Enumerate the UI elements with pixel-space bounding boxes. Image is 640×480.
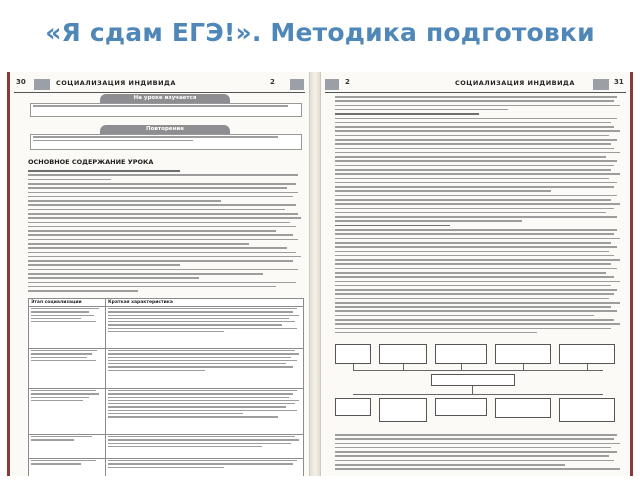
- diagram-connector: [403, 364, 404, 370]
- left-page: [10, 72, 310, 476]
- diagram-connector: [472, 386, 473, 394]
- right-bottom-text: [335, 434, 623, 474]
- learn-box: [30, 103, 302, 117]
- table-header-row: [29, 299, 304, 307]
- table-row: [29, 307, 304, 349]
- diagram-connector: [461, 364, 462, 370]
- diagram-node: [495, 344, 551, 364]
- right-page-number: 31: [614, 78, 624, 86]
- textbook-spread: [7, 72, 633, 476]
- right-running-head-text: СОЦИАЛИЗАЦИЯ ИНДИВИДА: [455, 79, 575, 87]
- table-header-stage: Этап социализации: [29, 299, 106, 307]
- left-running-number: 2: [270, 78, 275, 86]
- left-running-head: [10, 78, 309, 92]
- table-row: [29, 459, 304, 477]
- book-gutter: [310, 72, 320, 476]
- right-running-number: 2: [345, 78, 350, 86]
- right-head-bar-left: [325, 79, 339, 90]
- diagram-node: [435, 344, 487, 364]
- diagram-connector: [353, 364, 354, 370]
- left-head-rule: [14, 92, 305, 93]
- diagram-node: [495, 398, 551, 418]
- table-header-description: Краткая характеристика: [106, 299, 304, 307]
- diagram-connector: [523, 364, 524, 370]
- diagram-node: [559, 398, 615, 422]
- slide-title: «Я сдам ЕГЭ!». Методика подготовки: [45, 18, 595, 47]
- learn-strip-label: На уроке изучается: [133, 95, 197, 101]
- diagram-connector: [353, 370, 603, 371]
- right-head-bar: [593, 79, 609, 90]
- diagram-connector: [353, 394, 603, 395]
- review-box: [30, 134, 302, 150]
- diagram-node: [435, 398, 487, 416]
- left-page-number: 30: [16, 78, 26, 86]
- diagram-connector: [587, 364, 588, 370]
- left-head-bar-right: [290, 79, 304, 90]
- diagram-node: [379, 398, 427, 422]
- agents-diagram: [335, 344, 621, 430]
- table-row: [29, 435, 304, 459]
- review-strip-label: Повторение: [146, 126, 184, 132]
- learn-strip: [100, 94, 230, 103]
- right-page: [320, 72, 630, 476]
- diagram-center-node: [431, 374, 515, 386]
- right-body-text: [335, 96, 623, 342]
- right-running-head: [321, 78, 630, 92]
- table-row: [29, 389, 304, 435]
- diagram-node: [559, 344, 615, 364]
- left-head-bar: [34, 79, 50, 90]
- section-heading: ОСНОВНОЕ СОДЕРЖАНИЕ УРОКА: [28, 158, 154, 166]
- socialization-stages-table: [28, 298, 304, 476]
- left-running-head-text: СОЦИАЛИЗАЦИЯ ИНДИВИДА: [56, 79, 176, 87]
- review-strip: [100, 125, 230, 134]
- lesson-body-text: [28, 170, 304, 294]
- diagram-node: [335, 344, 371, 364]
- diagram-node: [379, 344, 427, 364]
- right-head-rule: [325, 92, 626, 93]
- table-row: [29, 349, 304, 389]
- diagram-node: [335, 398, 371, 416]
